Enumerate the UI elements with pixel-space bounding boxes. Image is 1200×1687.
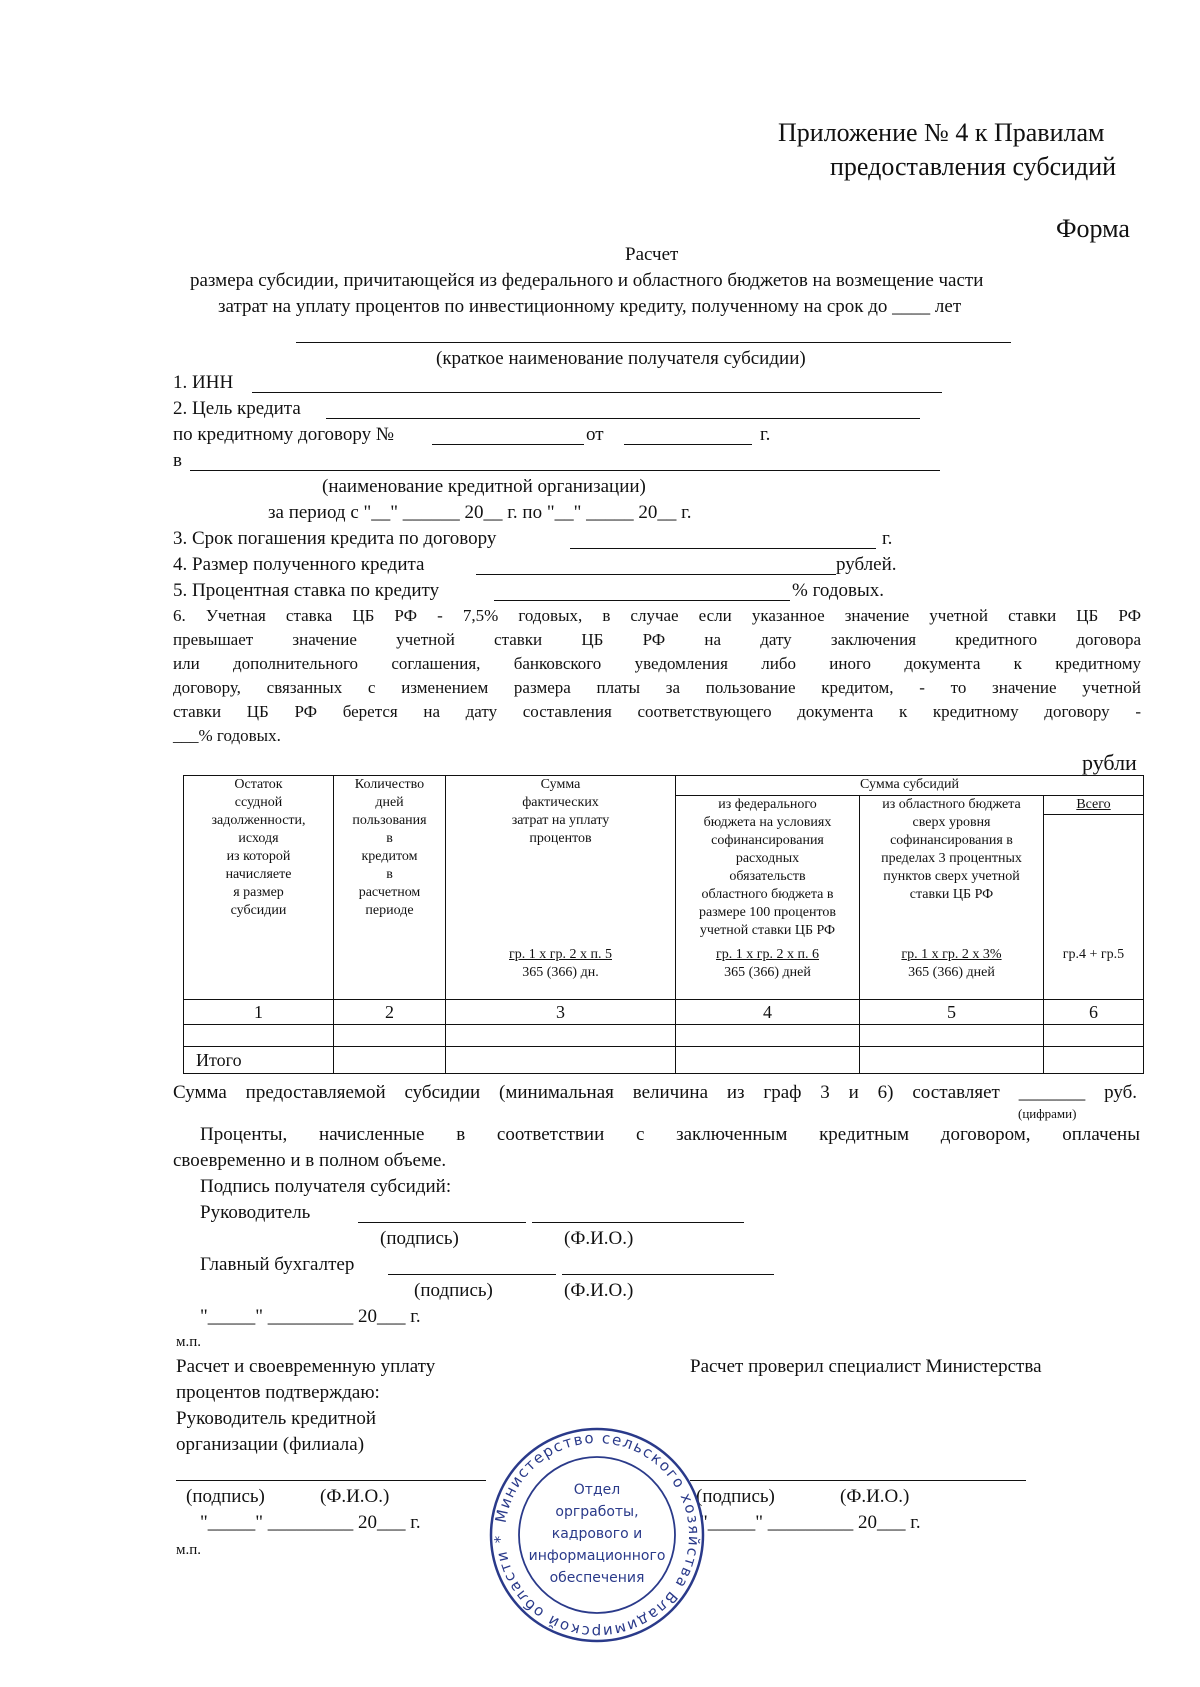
table-row	[184, 1025, 1144, 1047]
head-sign-line[interactable]	[358, 1222, 526, 1223]
purpose-label: 2. Цель кредита	[173, 398, 301, 419]
recipient-date-line: "_____" _________ 20___ г.	[200, 1306, 421, 1327]
col6-label: Всего	[1076, 797, 1111, 812]
bank-sign-line[interactable]	[176, 1480, 486, 1481]
bank-confirm-line2: процентов подтверждаю:	[176, 1382, 380, 1403]
col4-formula-bottom: 365 (366) дней	[724, 965, 811, 980]
col2-header: Количество дней пользования в кредитом в расчетном периоде	[334, 776, 446, 1000]
ministry-date-line: "_____" _________ 20___ г.	[700, 1512, 921, 1533]
amount-label: 4. Размер полученного кредита	[173, 554, 425, 575]
col5-formula-top: гр. 1 х гр. 2 х 3%	[901, 947, 1002, 962]
term-label: 3. Срок погашения кредита по договору	[173, 528, 497, 549]
bank-line[interactable]	[190, 470, 940, 471]
stamp-line5: обеспечения	[549, 1570, 645, 1586]
col4-header: из федерального бюджета на условиях софинансирования расходных обязательств областного бюджета в размере 100 процентов учетной ставки ЦБ РФ гр. 1 х гр. 2 х п. 6 365 (366) дней	[676, 796, 860, 1000]
subsidy-table	[183, 775, 1144, 1074]
document-title: Расчет	[625, 244, 679, 265]
accountant-fio-caption: (Ф.И.О.)	[564, 1280, 634, 1301]
amount-line[interactable]	[476, 574, 836, 575]
signature-title: Подпись получателя субсидий:	[200, 1176, 452, 1197]
table-number-row	[184, 1000, 1144, 1025]
ministry-sign-line[interactable]	[690, 1480, 1026, 1481]
title-line2: затрат на уплату процентов по инвестиционному кредиту, полученному на срок до ____ лет	[218, 296, 962, 317]
rate-suffix: % годовых.	[792, 580, 885, 601]
period-line: за период с "__" ______ 20__ г. по "__" _____ 20__ г.	[268, 502, 692, 523]
contract-year-label: г.	[760, 424, 771, 445]
term-suffix: г.	[882, 528, 893, 549]
col-number-2: 2	[334, 1000, 446, 1025]
col5-header: из областного бюджета сверх уровня софинансирования в пределах 3 процентных пунктов сверх учетной ставки ЦБ РФ гр. 1 х гр. 2 х 3% 365 (366) дней	[860, 796, 1044, 1000]
purpose-line[interactable]	[326, 418, 920, 419]
currency-label: рубли	[1082, 750, 1137, 775]
col3-formula-bottom: 365 (366) дн.	[522, 965, 599, 980]
col3-formula-top: гр. 1 х гр. 2 х п. 5	[509, 947, 612, 962]
col-number-5: 5	[860, 1000, 1044, 1025]
head-fio-caption: (Ф.И.О.)	[564, 1228, 634, 1249]
contract-label: по кредитному договору №	[173, 424, 395, 445]
title-line1: размера субсидии, причитающейся из федерального и областного бюджетов на возмещение части	[190, 270, 984, 291]
col5-formula-bottom: 365 (366) дней	[908, 965, 995, 980]
contract-number-line[interactable]	[432, 444, 584, 445]
total-label: Итого	[184, 1047, 334, 1074]
head-label: Руководитель	[200, 1202, 311, 1223]
amount-suffix: рублей.	[836, 554, 897, 575]
p6-line2: превышает значение учетной ставки ЦБ РФ на дату заключения кредитного договора	[173, 630, 1141, 649]
bank-confirm-line3: Руководитель кредитной	[176, 1408, 376, 1429]
p6-line6: ___% годовых.	[173, 726, 281, 745]
col-number-3: 3	[446, 1000, 676, 1025]
confirm-line1: Проценты, начисленные в соответствии с заключенным кредитным договором, оплачены	[200, 1124, 1140, 1145]
col1-header: Остаток ссудной задолженности, исходя из которой начисляете я размер субсидии	[184, 776, 334, 1000]
rate-label: 5. Процентная ставка по кредиту	[173, 580, 440, 601]
col-number-1: 1	[184, 1000, 334, 1025]
bank-confirm-line1: Расчет и своевременную уплату	[176, 1356, 436, 1377]
mp-label: м.п.	[176, 1334, 202, 1350]
col4-formula-top: гр. 1 х гр. 2 х п. 6	[716, 947, 819, 962]
accountant-sign-line[interactable]	[388, 1274, 556, 1275]
subsidy-group-header: Сумма субсидий	[676, 776, 1144, 796]
bank-fio-caption: (Ф.И.О.)	[320, 1486, 390, 1507]
confirm-line2: своевременно и в полном объеме.	[173, 1150, 447, 1171]
bank-caption: (наименование кредитной организации)	[322, 476, 646, 497]
appendix-line1: Приложение № 4 к Правилам	[778, 118, 1105, 147]
recipient-line	[296, 342, 1011, 343]
stamp-line4: информационного	[528, 1548, 666, 1564]
p6-line3: или дополнительного соглашения, банковского уведомления либо иного документа к кредитному	[173, 654, 1141, 673]
ministry-stamp	[486, 1424, 708, 1646]
contract-date-line[interactable]	[624, 444, 752, 445]
subsidy-total-line: Сумма предоставляемой субсидии (минимальная величина из граф 3 и 6) составляет _______ руб.	[173, 1082, 1137, 1103]
ministry-sign-caption: (подпись)	[696, 1486, 775, 1507]
contract-from-label: от	[586, 424, 604, 445]
rate-line[interactable]	[494, 600, 790, 601]
ministry-check-label: Расчет проверил специалист Министерства	[690, 1356, 1042, 1377]
form-label: Форма	[1056, 214, 1130, 243]
bank-date-line: "_____" _________ 20___ г.	[200, 1512, 421, 1533]
accountant-fio-line[interactable]	[562, 1274, 774, 1275]
stamp-outer-text: Министерство сельского хозяйства Владимирской области *	[490, 1428, 704, 1642]
bank-confirm-line4: организации (филиала)	[176, 1434, 365, 1455]
ministry-fio-caption: (Ф.И.О.)	[840, 1486, 910, 1507]
stamp-line2: оргработы,	[555, 1504, 639, 1520]
in-label: в	[173, 450, 182, 471]
head-fio-line[interactable]	[532, 1222, 744, 1223]
mp-label-2: м.п.	[176, 1542, 202, 1558]
inn-line[interactable]	[252, 392, 942, 393]
head-sign-caption: (подпись)	[380, 1228, 459, 1249]
col-number-4: 4	[676, 1000, 860, 1025]
bank-sign-caption: (подпись)	[186, 1486, 265, 1507]
col6-formula: гр.4 + гр.5	[1062, 947, 1125, 962]
col6-header	[1044, 796, 1144, 1000]
appendix-line2: предоставления субсидий	[830, 152, 1117, 181]
p6-line4: договору, связанных с изменением размера платы за пользование кредитом, - то значение учетной	[173, 678, 1141, 697]
p6-line1: 6. Учетная ставка ЦБ РФ - 7,5% годовых, в случае если указанное значение учетной ставки ЦБ РФ	[173, 606, 1141, 625]
term-line[interactable]	[570, 548, 876, 549]
stamp-line3: кадрового и	[551, 1526, 643, 1542]
col-number-6: 6	[1044, 1000, 1144, 1025]
digits-caption: (цифрами)	[1018, 1106, 1077, 1121]
recipient-caption: (краткое наименование получателя субсидии)	[436, 348, 806, 369]
col3-header: Сумма фактических затрат на уплату процентов гр. 1 х гр. 2 х п. 5 365 (366) дн.	[446, 776, 676, 1000]
accountant-label: Главный бухгалтер	[200, 1254, 355, 1275]
p6-line5: ставки ЦБ РФ берется на дату составления соответствующего документа к кредитному договору -	[173, 702, 1141, 721]
stamp-line1: Отдел	[573, 1482, 621, 1498]
inn-label: 1. ИНН	[173, 372, 234, 393]
table-total-row	[184, 1047, 1144, 1074]
accountant-sign-caption: (подпись)	[414, 1280, 493, 1301]
